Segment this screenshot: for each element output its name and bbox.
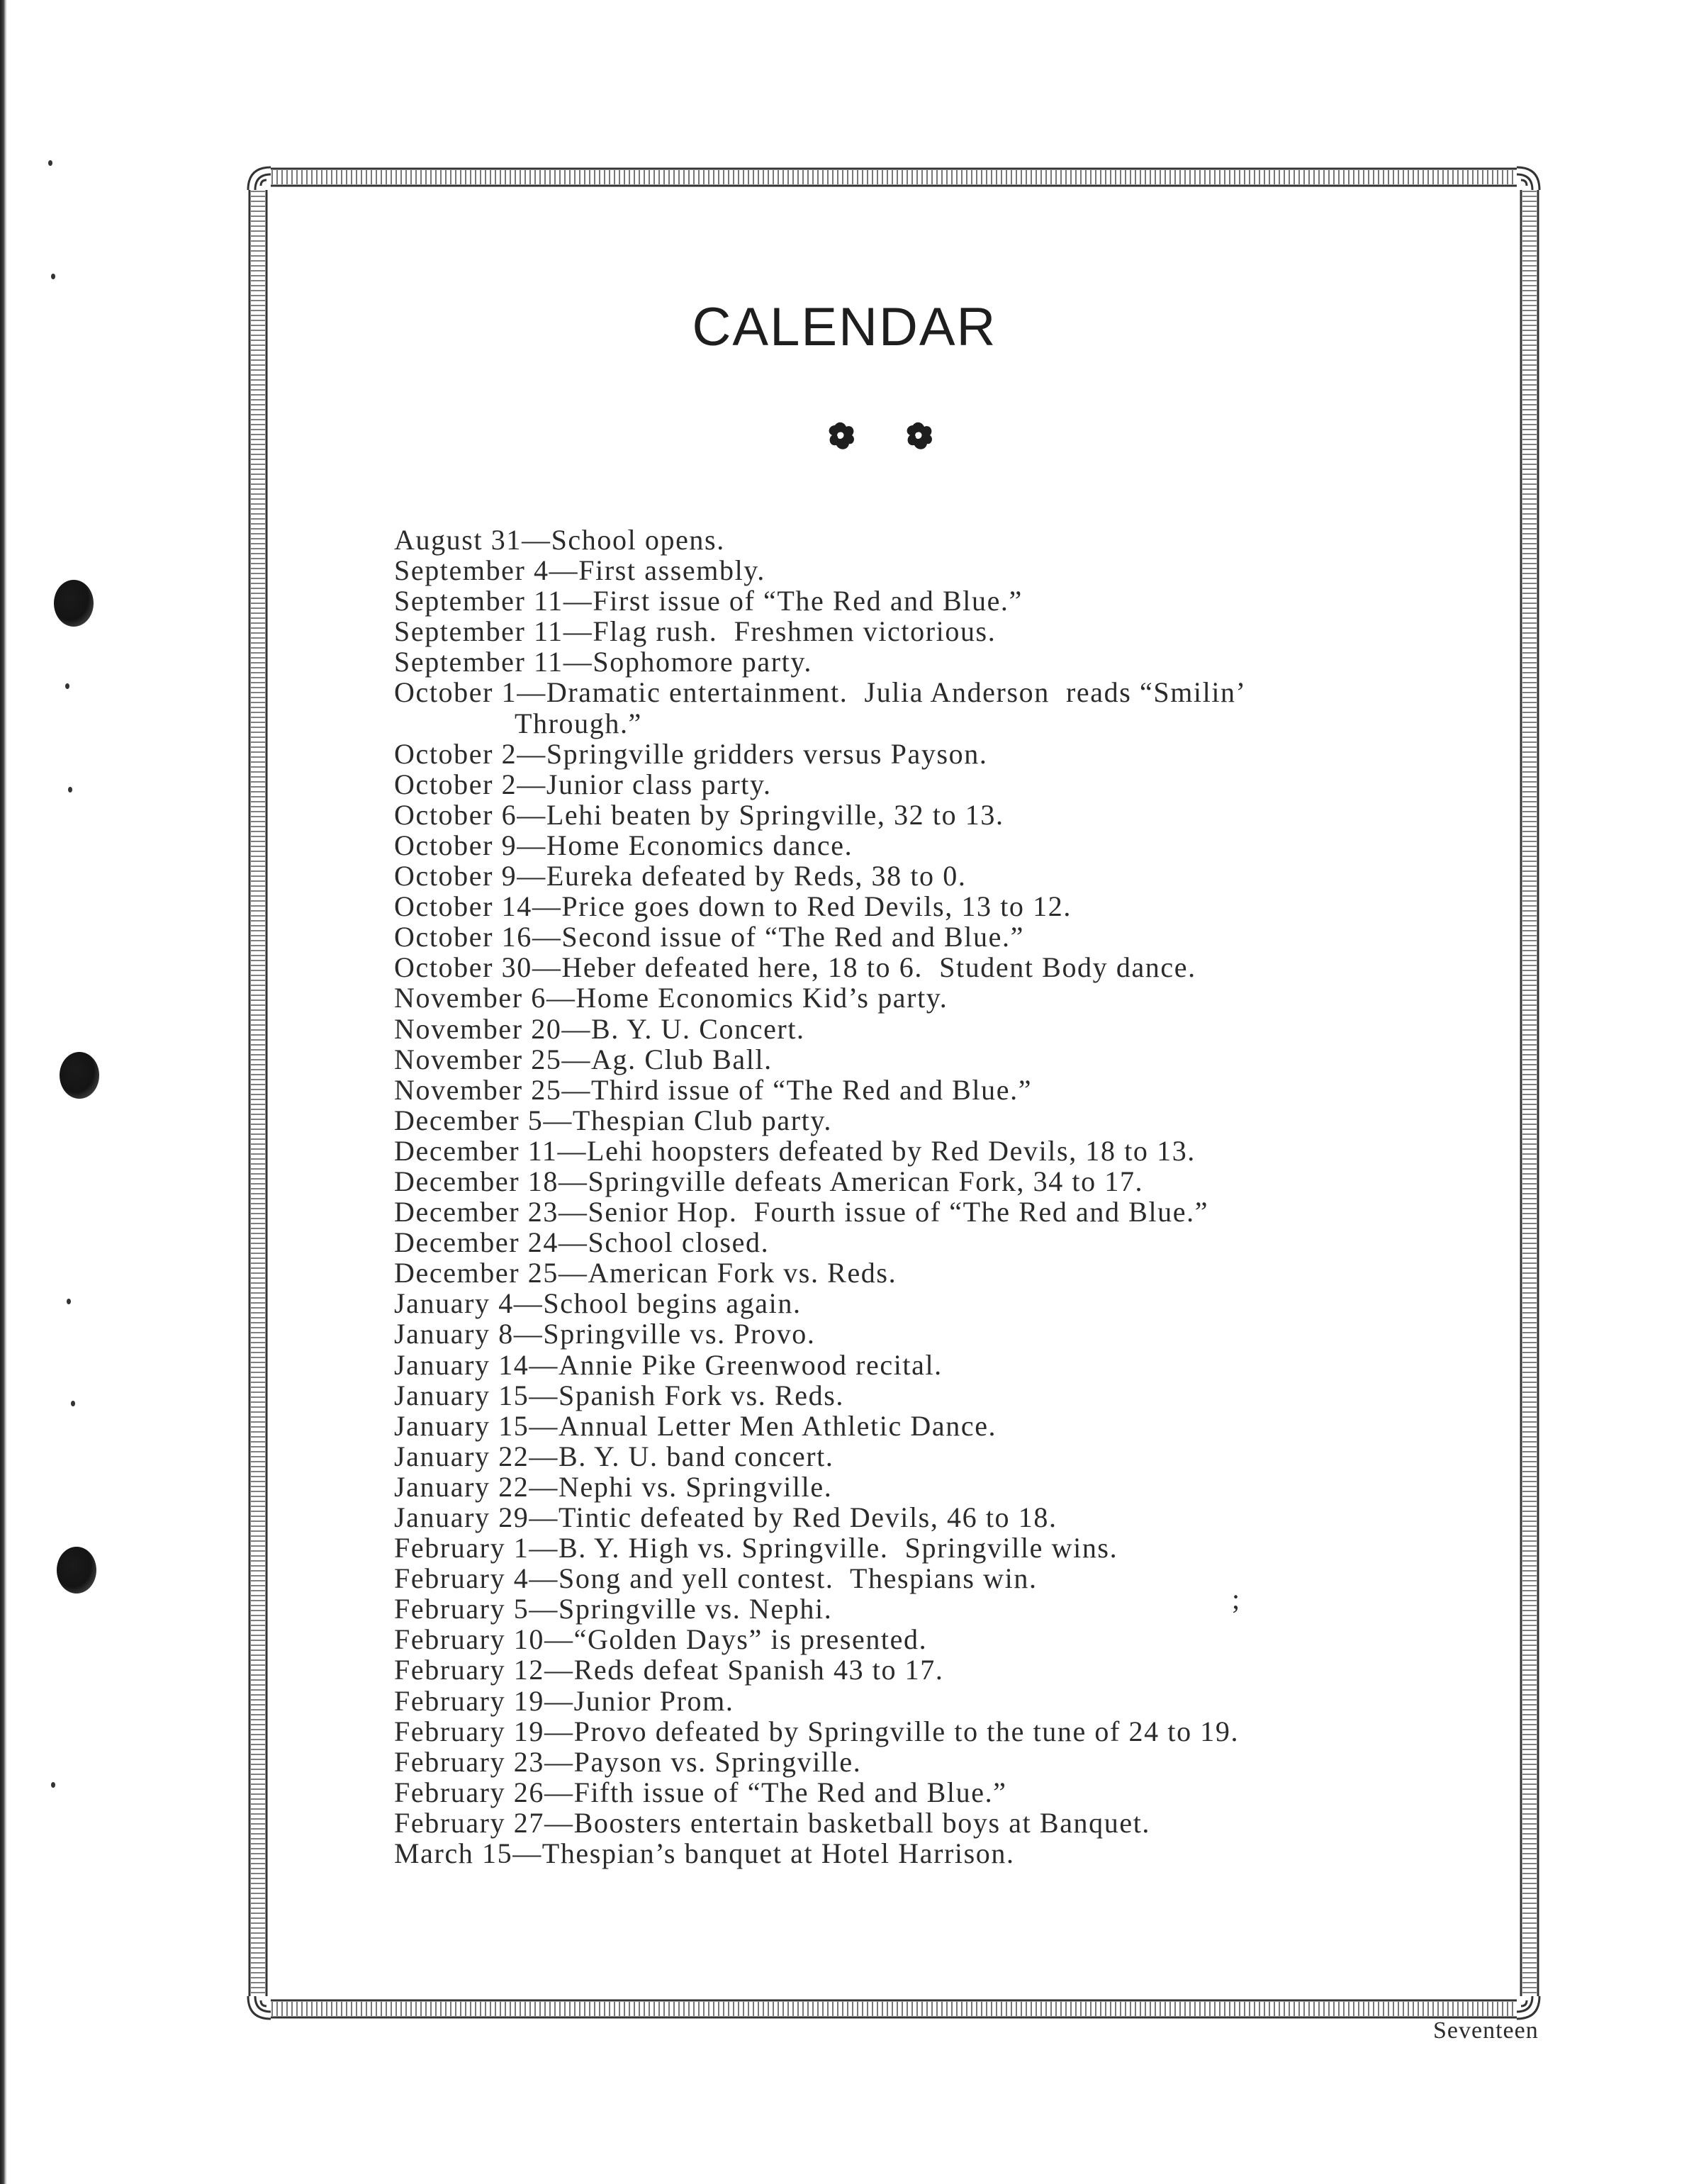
calendar-entry [394,1563,1528,1594]
calendar-entry-text: February 1—B. Y. High vs. Springville. Springville wins. [394,1532,1118,1564]
calendar-entry-text: October 1—Dramatic entertainment. Julia Anderson reads “Smilin’ [394,676,1247,709]
calendar-entry-text: August 31—School opens. [394,524,725,556]
calendar-entry-text: October 30—Heber defeated here, 18 to 6. Student Body dance. [394,951,1196,984]
calendar-entry [394,1411,1528,1441]
scan-speck [51,1782,55,1788]
calendar-entry [394,800,1528,830]
calendar-entry-text: September 11—Flag rush. Freshmen victorious. [394,615,997,648]
calendar-entry [394,1258,1528,1288]
calendar-entry-text: February 4—Song and yell contest. Thespians win. [394,1562,1038,1595]
calendar-entry-text: February 5—Springville vs. Nephi. [394,1593,833,1625]
fleuron-icon [907,422,932,449]
calendar-entry [394,1838,1528,1869]
calendar-entry-text: January 15—Spanish Fork vs. Reds. [394,1379,845,1411]
calendar-entry-text: October 6—Lehi beaten by Springville, 32 to 13. [394,798,1004,831]
calendar-entry [394,525,1528,555]
calendar-entry-text: October 16—Second issue of “The Red and Blue.” [394,921,1024,953]
page-number: Seventeen [1433,2017,1539,2044]
scan-speck [65,683,69,689]
calendar-entry [394,616,1528,646]
calendar-entry [394,1105,1528,1136]
calendar-entry-text: January 8—Springville vs. Provo. [394,1318,816,1350]
calendar-entry [394,1197,1528,1227]
calendar-entry-continuation: Through.” [515,707,642,739]
calendar-entry-text: February 23—Payson vs. Springville. [394,1745,862,1778]
calendar-entry-text: February 10—“Golden Days” is presented. [394,1623,928,1656]
calendar-entry-text: February 19—Junior Prom. [394,1684,734,1717]
calendar-entry [394,952,1528,982]
calendar-entry-text: October 14—Price goes down to Red Devils, 13 to 12. [394,890,1072,923]
calendar-entry-text: October 9—Home Economics dance. [394,829,853,861]
calendar-entry-text: March 15—Thespian’s banquet at Hotel Harrison. [394,1837,1015,1870]
calendar-entry [394,1624,1528,1654]
calendar-entry [394,1441,1528,1472]
calendar-entry [394,1716,1528,1747]
scan-speck [71,1401,75,1406]
calendar-entry-text: December 23—Senior Hop. Fourth issue of “The Red and Blue.” [394,1196,1209,1228]
calendar-entry-text: January 4—School begins again. [394,1287,802,1320]
calendar-entries [394,525,1528,1869]
calendar-entry-text: October 2—Springville gridders versus Payson. [394,737,988,770]
punch-hole [60,1052,99,1099]
calendar-entry-text: December 18—Springville defeats American Fork, 34 to 17. [394,1165,1144,1197]
calendar-entry [394,1136,1528,1166]
calendar-entry-text: January 29—Tintic defeated by Red Devils, 46 to 18. [394,1501,1057,1533]
calendar-entry [394,1318,1528,1349]
scan-speck [67,1299,71,1304]
calendar-entry-text: December 11—Lehi hoopsters defeated by Red Devils, 18 to 13. [394,1134,1196,1167]
calendar-entry-text: October 9—Eureka defeated by Reds, 38 to 0. [394,860,967,892]
calendar-entry [394,922,1528,952]
calendar-entry [394,1075,1528,1105]
calendar-entry [394,1227,1528,1258]
calendar-entry [394,1380,1528,1411]
calendar-entry-text: January 22—B. Y. U. band concert. [394,1440,834,1472]
calendar-entry-text: December 5—Thespian Club party. [394,1104,832,1136]
calendar-entry-text: February 19—Provo defeated by Springville to the tune of 24 to 19. [394,1715,1240,1747]
calendar-entry [394,1686,1528,1716]
calendar-entry [394,861,1528,891]
calendar-entry [394,1654,1528,1685]
punch-hole [57,1547,96,1594]
calendar-entry [394,1044,1528,1075]
page-title: CALENDAR [692,297,997,357]
calendar-entry-text: October 2—Junior class party. [394,768,772,800]
calendar-entry-text: January 15—Annual Letter Men Athletic Dance. [394,1409,997,1442]
calendar-entry-text: September 11—First issue of “The Red and Blue.” [394,585,1023,617]
punch-hole [54,580,94,627]
calendar-entry [394,677,1528,738]
calendar-entry [394,586,1528,616]
calendar-entry-text: November 20—B. Y. U. Concert. [394,1012,805,1045]
calendar-entry [394,1594,1528,1624]
calendar-entry [394,1350,1528,1380]
calendar-entry-text: December 24—School closed. [394,1226,770,1259]
calendar-entry-text: February 26—Fifth issue of “The Red and Blue.” [394,1776,1007,1808]
calendar-entry-text: November 25—Third issue of “The Red and Blue.” [394,1073,1033,1106]
calendar-entry [394,891,1528,922]
scan-speck [68,787,72,793]
calendar-entry [394,1533,1528,1563]
calendar-entry [394,1166,1528,1197]
scan-speck [51,274,55,279]
calendar-entry [394,555,1528,586]
calendar-entry [394,1747,1528,1777]
calendar-entry [394,739,1528,769]
calendar-entry [394,1777,1528,1808]
calendar-entry [394,646,1528,677]
calendar-entry-text: February 27—Boosters entertain basketball boys at Banquet. [394,1806,1151,1839]
calendar-entry [394,982,1528,1013]
fleuron-icon [829,422,854,449]
calendar-entry [394,1808,1528,1838]
title-ornaments [822,417,964,459]
calendar-entry [394,1472,1528,1502]
calendar-entry [394,1014,1528,1044]
calendar-entry [394,769,1528,800]
stray-mark: ; [1232,1583,1240,1615]
calendar-entry-text: November 25—Ag. Club Ball. [394,1043,773,1075]
scan-speck [48,160,52,166]
calendar-entry [394,830,1528,861]
calendar-entry [394,1288,1528,1318]
calendar-entry-text: January 14—Annie Pike Greenwood recital. [394,1348,943,1381]
calendar-entry-text: September 11—Sophomore party. [394,646,812,678]
calendar-entry-text: February 12—Reds defeat Spanish 43 to 17. [394,1654,944,1686]
calendar-entry-text: November 6—Home Economics Kid’s party. [394,982,948,1014]
calendar-entry-text: December 25—American Fork vs. Reds. [394,1257,897,1289]
calendar-entry [394,1502,1528,1533]
calendar-entry-text: September 4—First assembly. [394,554,765,587]
calendar-entry-text: January 22—Nephi vs. Springville. [394,1470,833,1503]
